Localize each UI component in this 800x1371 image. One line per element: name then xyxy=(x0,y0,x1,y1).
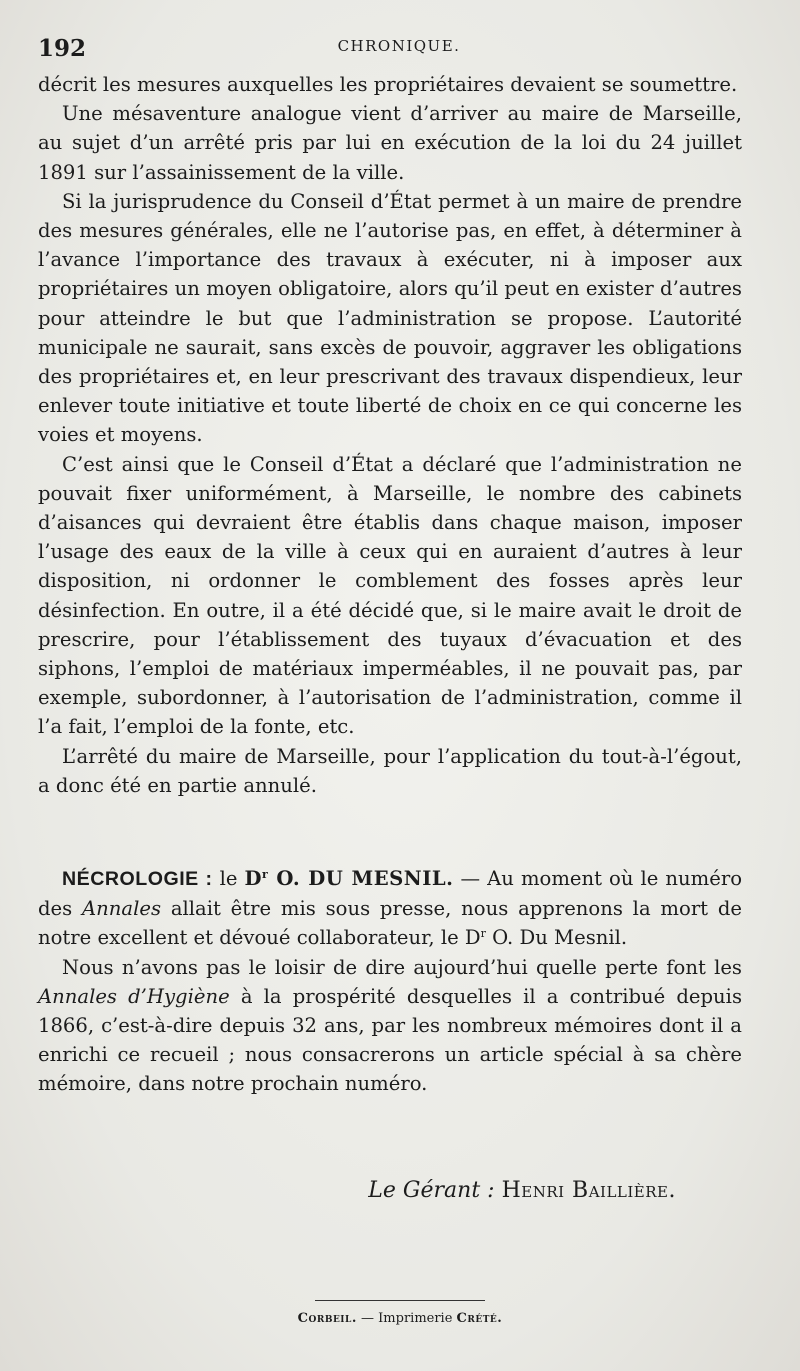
running-head: CHRONIQUE. xyxy=(337,37,461,55)
necrology-heading: NÉCROLOGIE : xyxy=(62,868,213,890)
deceased-name: O. DU MESNIL. xyxy=(276,867,454,890)
imprint-label: Imprimerie xyxy=(378,1311,453,1326)
article-paragraph-2: Une mésaventure analogue vient d’arriver au maire de Marseille, au sujet d’un arrêté pris par lui en exécution de la loi du 24 juillet 1891 sur l’assainissement de la ville. xyxy=(38,102,742,184)
article-paragraph-1: décrit les mesures auxquelles les propriétaires devaient se soumettre. xyxy=(38,73,738,96)
necrology-text-b-sup: r xyxy=(480,927,486,941)
signature xyxy=(368,1178,676,1203)
article-paragraph-3: Si la jurisprudence du Conseil d’État permet à un maire de prendre des mesures générales, elle ne l’autorise pas, en effet, à déterminer à l’avance l’importance des travaux à exécuter, ni à imposer aux propriétaires un moyen obligatoire, alors qu’il peut en exister d’autres pour atteindre le but que l’administration se propose. L’autorité municipale ne saurait, sans excès de pouvoir, aggraver les obligations des propriétaires et, en leur prescrivant des travaux dispendieux, leur enlever toute initiative et toute liberté de choix en ce qui concerne les voies et moyens. xyxy=(38,189,742,447)
necrology-paragraph-2 xyxy=(38,953,742,1099)
imprint-printer: Crété. xyxy=(456,1311,503,1326)
imprint-place: Corbeil. xyxy=(297,1311,357,1326)
page-header xyxy=(38,35,760,63)
necrology-title xyxy=(244,867,453,890)
doctor-abbrev-sup: r xyxy=(261,868,269,881)
journal-name-annales: Annales xyxy=(82,897,162,921)
necrology-text-b: allait être mis sous presse, nous apprenons la mort de notre excellent et dévoué collaborateur, le D xyxy=(38,897,742,950)
necrology-le: le xyxy=(219,867,238,890)
necrology-section xyxy=(38,864,742,1099)
signature-label: Le Gérant : xyxy=(368,1178,495,1203)
footer-divider xyxy=(315,1300,485,1301)
printer-imprint xyxy=(0,1311,800,1326)
signature-name: Henri Baillière. xyxy=(501,1178,676,1203)
article-paragraph-4: C’est ainsi que le Conseil d’État a déclaré que l’administration ne pouvait fixer uniformément, à Marseille, le nombre des cabinets d’aisances qui devraient être établis dans chaque maison, imposer l’usage des eaux de la ville à ceux qui en auraient d’autres à leur disposition, ni ordonner le comblement des fosses après leur désinfection. En outre, il a été décidé que, si le maire avait le droit de prescrire, pour l’établissement des tuyaux d’évacuation et des siphons, l’emploi de matériaux imperméables, il ne pouvait pas, par exemple, subordonner, à l’autorisation de l’administration, comme il l’a fait, l’emploi de la fonte, etc. xyxy=(38,452,742,739)
article-paragraph-5: L’arrêté du maire de Marseille, pour l’application du tout-à-l’égout, a donc été en partie annulé. xyxy=(38,744,742,797)
journal-name-full: Annales d’Hygiène xyxy=(38,984,230,1008)
necrology-p2-b: à la prospérité desquelles il a contribué depuis 1866, c’est-à-dire depuis 32 ans, par les nombreux mémoires dont il a enrichi ce recueil ; nous consacrerons un article spécial à sa chère mémoire, dans notre prochain numéro. xyxy=(38,984,742,1096)
article-body xyxy=(38,70,742,800)
necrology-text-a: — Au moment où le numéro des xyxy=(38,867,742,921)
necrology-p2-a: Nous n’avons pas le loisir de dire aujourd’hui quelle perte font les xyxy=(62,955,742,979)
necrology-paragraph-1 xyxy=(38,864,742,953)
imprint-separator: — xyxy=(361,1311,375,1326)
page-number: 192 xyxy=(38,35,87,62)
necrology-text-c: O. Du Mesnil. xyxy=(492,926,628,950)
doctor-abbrev: D xyxy=(244,867,262,890)
